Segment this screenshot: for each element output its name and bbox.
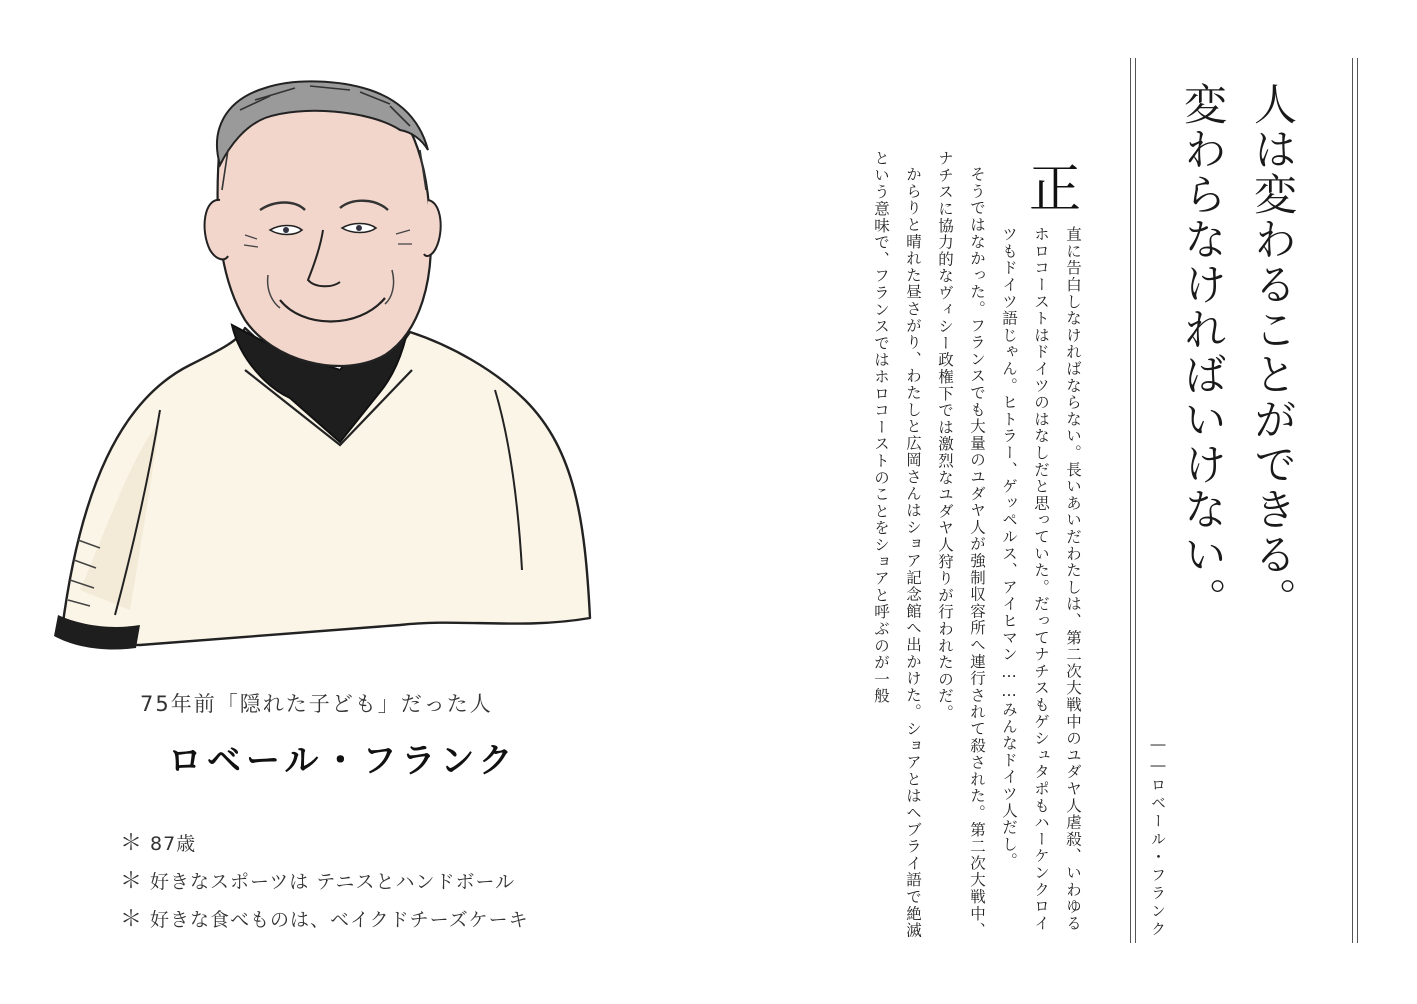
caption-tagline: 75年前「隠れた子ども」だった人 (140, 692, 493, 716)
frame-rule (1357, 58, 1358, 943)
body-paragraph-1: 直に告白しなければならない。長いあいだわたしは、第二次大戦中のユダヤ人虐殺、いわゆるホロコーストはドイツのはなしだと思っていた。だってナチスもゲシュタポもハーケンクロイツもドイツ語じゃん。ヒトラー、ゲッペルス、アイヒマン……みんなドイツ人だし。 (1000, 226, 1082, 932)
bullet-icon: ＊ (120, 907, 144, 932)
face (218, 105, 431, 366)
body-paragraph-2: そうではなかった。フランスでも大量のユダヤ人が強制収容所へ連行されて殺された。第二次大戦中、ナチスに協力的なヴィシー政権下では激烈なユダヤ人狩りが行われたのだ。 (936, 150, 986, 939)
portrait-illustration (40, 70, 620, 670)
headline-line-1: 人は変わることができる。 (1247, 82, 1297, 622)
bullet-icon: ＊ (120, 869, 144, 894)
fact-age (120, 825, 529, 863)
caption-name: ロベール・フランク (168, 741, 518, 781)
fact-age-text: 87歳 (150, 833, 197, 855)
body-paragraph-3: からりと晴れた昼さがり、わたしと広岡さんはショア記念館へ出かけた。ショアとはヘブライ語で絶滅という意味で、フランスではホロコーストのことをショアと呼ぶのが一般 (872, 150, 922, 939)
fact-sports (120, 863, 529, 901)
facts-list (120, 825, 529, 939)
fact-food-text: 好きな食べものは、ベイクドチーズケーキ (150, 909, 529, 931)
body-text (865, 150, 1089, 940)
headline (1167, 82, 1307, 802)
drop-cap: 正 (1028, 160, 1081, 220)
attribution: ――ロベール・フランク (1149, 735, 1167, 939)
frame-rule (1352, 58, 1353, 943)
pupil-left (283, 227, 289, 233)
pupil-right (356, 225, 362, 231)
frame-rule (1135, 58, 1136, 943)
frame-rule (1130, 58, 1131, 943)
bullet-icon: ＊ (120, 831, 144, 856)
headline-line-2: 変わらなければいけない。 (1177, 82, 1227, 622)
fact-food (120, 901, 529, 939)
fact-sports-text: 好きなスポーツは テニスとハンドボール (150, 871, 516, 893)
